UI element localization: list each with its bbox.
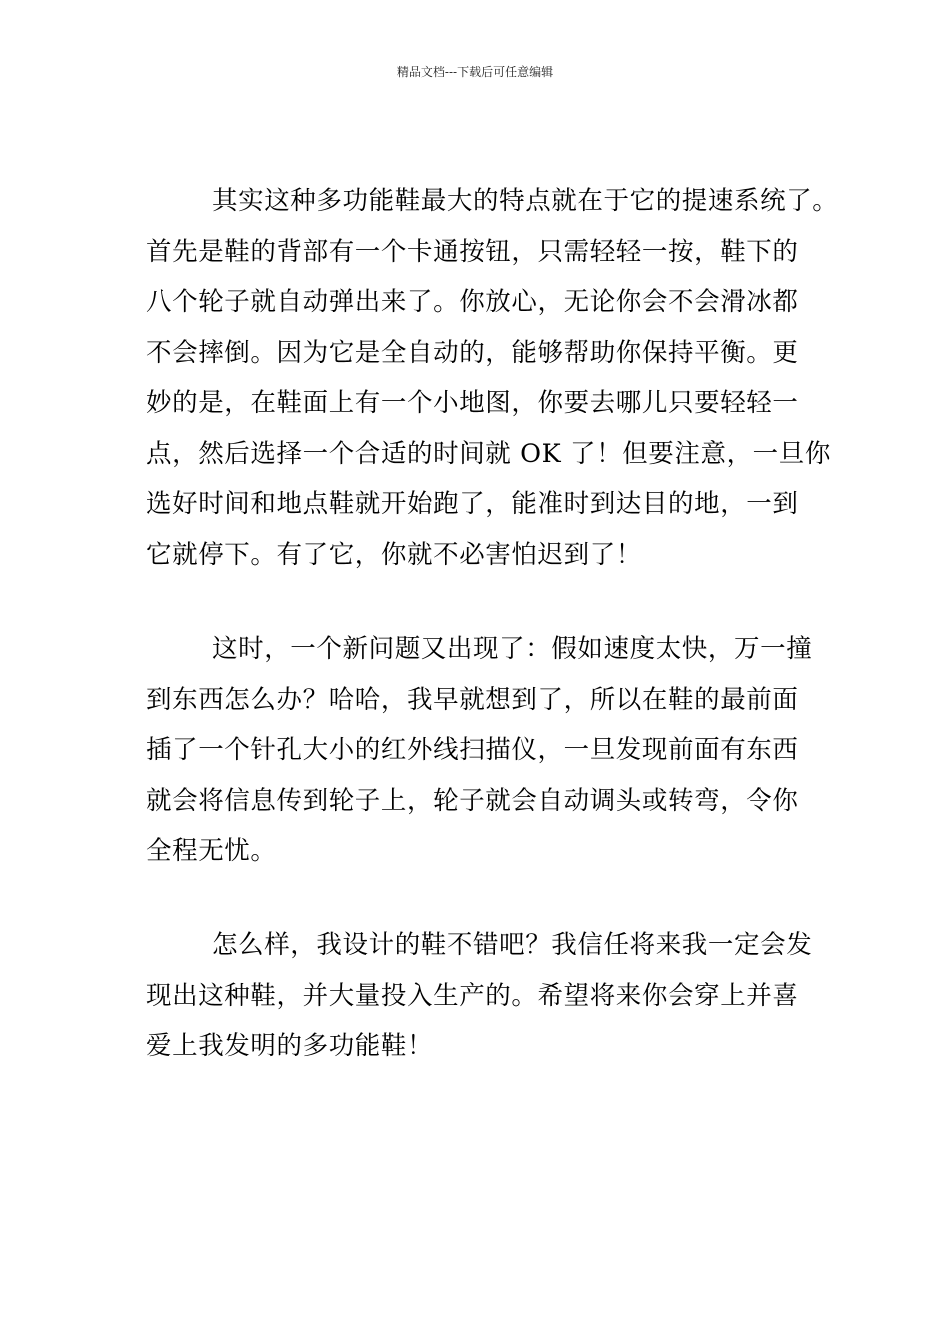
paragraph-line: 选好时间和地点鞋就开始跑了，能准时到达目的地，一到 bbox=[146, 489, 799, 519]
paragraph-line: 其实这种多功能鞋最大的特点就在于它的提速系统了。 bbox=[212, 186, 839, 216]
paragraph-line: 不会摔倒。因为它是全自动的，能够帮助你保持平衡。更 bbox=[146, 337, 799, 368]
paragraph-line: 现出这种鞋，并大量投入生产的。希望将来你会穿上并喜 bbox=[146, 980, 799, 1011]
paragraph-1 bbox=[146, 176, 839, 580]
paragraph-line: 到东西怎么办？哈哈，我早就想到了，所以在鞋的最前面 bbox=[146, 684, 799, 715]
page-header: 精品文档---下载后可任意编辑 bbox=[396, 65, 554, 79]
paragraph-line: 八个轮子就自动弹出来了。你放心，无论你会不会滑冰都 bbox=[146, 287, 799, 317]
paragraph-line: 这时，一个新问题又出现了：假如速度太快，万一撞 bbox=[212, 634, 813, 664]
paragraph-2 bbox=[146, 624, 826, 877]
paragraph-line: 插了一个针孔大小的红外线扫描仪，一旦发现前面有东西 bbox=[146, 735, 799, 765]
paragraph-line: 怎么样，我设计的鞋不错吧？我信任将来我一定会发 bbox=[212, 930, 813, 960]
paragraph-3 bbox=[146, 920, 826, 1072]
paragraph-line: 妙的是，在鞋面上有一个小地图，你要去哪儿只要轻轻一 bbox=[146, 388, 799, 418]
paragraph-line: 爱上我发明的多功能鞋！ bbox=[146, 1031, 434, 1061]
paragraph-line: 就会将信息传到轮子上，轮子就会自动调头或转弯，令你 bbox=[146, 785, 799, 816]
paragraph-line: 首先是鞋的背部有一个卡通按钮，只需轻轻一按，鞋下的 bbox=[146, 236, 799, 267]
paragraph-line: 全程无忧。 bbox=[146, 836, 277, 866]
paragraph-line: 点，然后选择一个合适的时间就 OK 了！但要注意，一旦你 bbox=[146, 438, 831, 469]
paragraph-line: 它就停下。有了它，你就不必害怕迟到了！ bbox=[146, 539, 642, 570]
